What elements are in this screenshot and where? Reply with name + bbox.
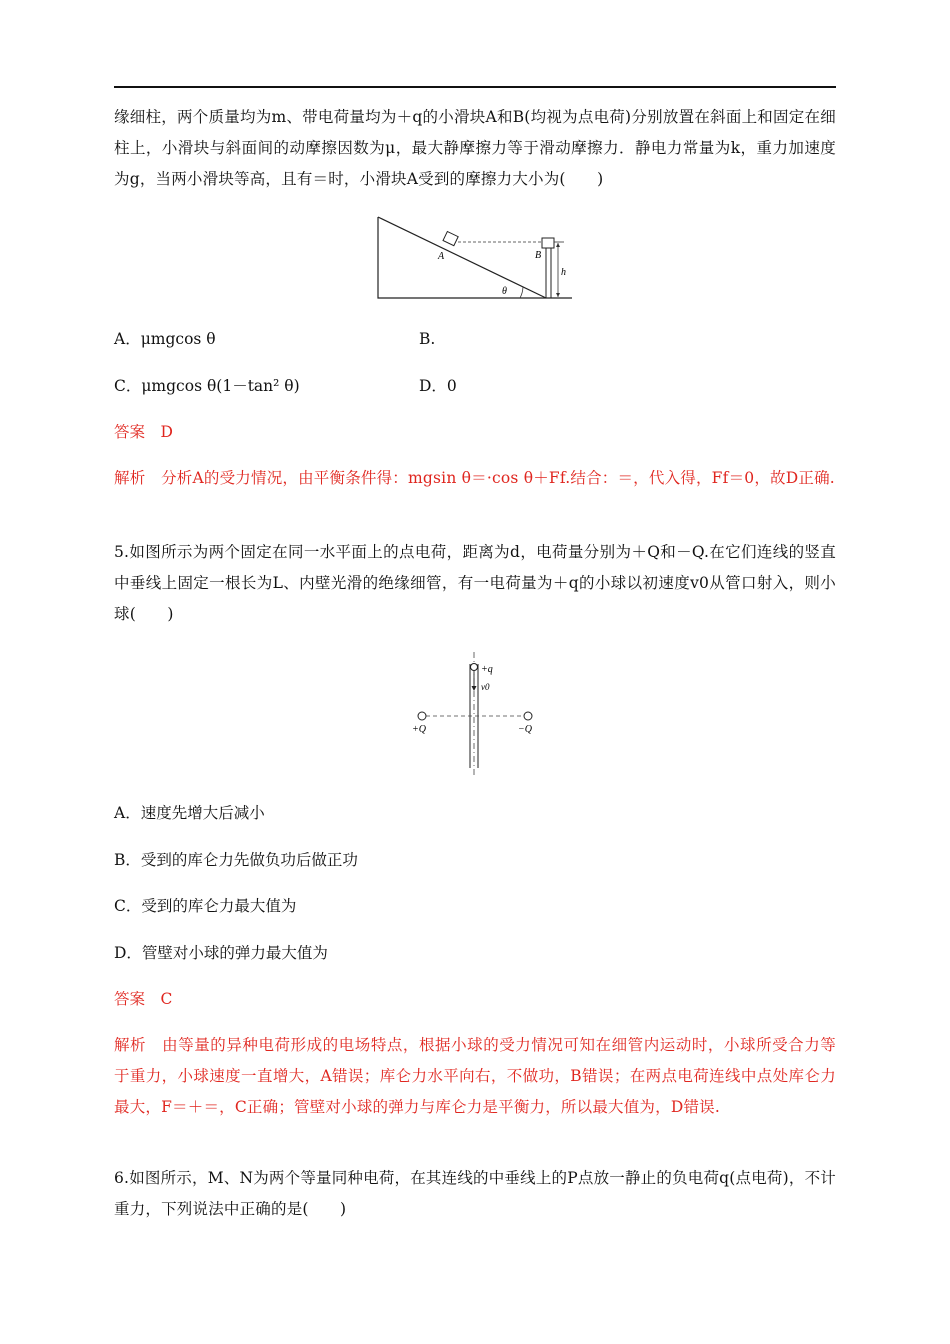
q6-stem: 6.如图所示，M、N为两个等量同种电荷，在其连线的中垂线上的P点放一静止的负电荷q(点电荷)，不计重力，下列说法中正确的是( ) [114,1169,836,1218]
charges-tube-figure [406,650,546,778]
q4-option-b: B. [419,330,436,348]
label-plus-q: +q [481,664,493,675]
q5-stem: 5.如图所示为两个固定在同一水平面上的点电荷，距离为d，电荷量分别为＋Q和－Q.在它们连线的竖直中垂线上固定一根长为L、内壁光滑的绝缘细管，有一电荷量为＋q的小球以初速度v0从管口射入，则小球( ) [114,543,836,623]
label-plus-Q: +Q [412,724,426,735]
header-rule [114,86,836,88]
q5-option-c: C．受到的库仑力最大值为 [114,897,297,915]
q5-answer: 答案 C [114,990,173,1008]
label-v0: v0 [481,682,490,692]
label-a: A [438,251,445,262]
label-theta: θ [502,286,507,297]
q5-option-a: A．速度先增大后减小 [114,804,265,822]
q4-stem: 缘细柱，两个质量均为m、带电荷量均为＋q的小滑块A和B(均视为点电荷)分别放置在斜面上和固定在细柱上，小滑块与斜面间的动摩擦因数为μ，最大静摩擦力等于滑动摩擦力．静电力常量为k，重力加速度为g，当两小滑块等高，且有＝时，小滑块A受到的摩擦力大小为( ) [114,108,836,188]
q5-option-d: D．管壁对小球的弹力最大值为 [114,944,328,962]
q4-answer: 答案 D [114,423,173,441]
label-b: B [535,250,542,261]
q5-analysis: 解析 由等量的异种电荷形成的电场特点，根据小球的受力情况可知在细管内运动时，小球所受合力等于重力，小球速度一直增大，A错误；库仑力水平向右，不做功，B错误；在两点电荷连线中点处库仑力最大，F＝＋＝，C正确；管壁对小球的弹力与库仑力是平衡力，所以最大值为，D错误. [114,1036,836,1116]
label-h: h [561,267,566,278]
q4-option-d: D．0 [419,377,457,395]
q4-option-a: A．μmgcos θ [114,330,216,348]
q5-option-b: B．受到的库仑力先做负功后做正功 [114,851,358,869]
q4-option-c: C．μmgcos θ(1－tan² θ) [114,377,300,395]
q4-analysis: 解析 分析A的受力情况，由平衡条件得：mgsin θ＝·cos θ＋Ff.结合：＝，代入得，Ff＝0，故D正确. [114,469,835,487]
incline-figure [372,212,578,304]
label-minus-Q: −Q [518,724,532,735]
